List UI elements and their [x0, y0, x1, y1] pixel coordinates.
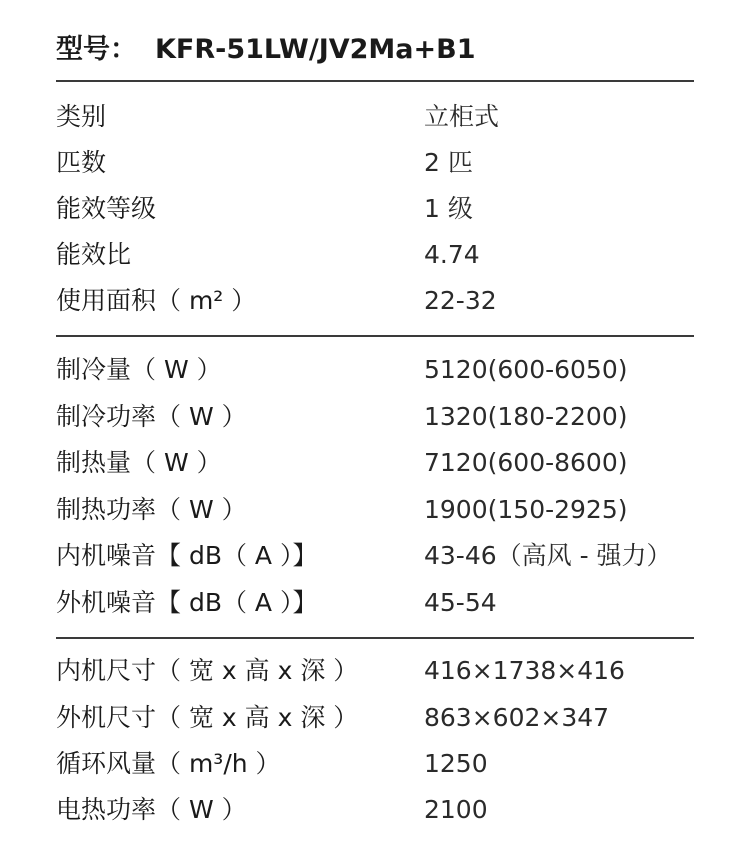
- spec-value: 5120(600-6050): [424, 355, 628, 384]
- model-value: KFR-51LW/JV2Ma+B1: [155, 34, 476, 65]
- spec-value: 43-46（高风 - 强力）: [424, 541, 672, 570]
- spec-label: 制冷量（ W ）: [56, 355, 222, 384]
- spec-row-outdoor-size: [56, 697, 694, 739]
- spec-value: 1 级: [424, 194, 473, 223]
- spec-row-area: [56, 280, 694, 322]
- spec-row-airflow: [56, 743, 694, 785]
- spec-row-heating-power: [56, 489, 694, 531]
- spec-label: 使用面积（ m² ）: [56, 286, 257, 315]
- spec-label: 类别: [56, 102, 107, 131]
- spec-label: 内机噪音【 dB（ A ）】: [56, 541, 318, 570]
- spec-value: 2100: [424, 795, 488, 824]
- spec-label: 制冷功率（ W ）: [56, 402, 247, 431]
- spec-row-outdoor-noise: [56, 582, 694, 624]
- model-heading: [56, 30, 476, 70]
- spec-value: 45-54: [424, 588, 497, 617]
- spec-label: 外机噪音【 dB（ A ）】: [56, 588, 318, 617]
- spec-value: 1250: [424, 749, 488, 778]
- spec-row-indoor-size: [56, 650, 694, 692]
- spec-label: 制热功率（ W ）: [56, 495, 247, 524]
- spec-value: 22-32: [424, 286, 497, 315]
- spec-label: 匹数: [56, 148, 107, 177]
- spec-row-horsepower: [56, 142, 694, 184]
- divider: [56, 80, 694, 82]
- spec-label: 能效等级: [56, 194, 157, 223]
- spec-value: 7120(600-8600): [424, 448, 628, 477]
- spec-value: 416×1738×416: [424, 656, 625, 685]
- divider: [56, 637, 694, 639]
- divider: [56, 335, 694, 337]
- spec-value: 1320(180-2200): [424, 402, 628, 431]
- spec-row-category: [56, 96, 694, 138]
- spec-value: 2 匹: [424, 148, 473, 177]
- spec-label: 能效比: [56, 240, 132, 269]
- spec-row-efficiency-ratio: [56, 234, 694, 276]
- spec-value: 1900(150-2925): [424, 495, 628, 524]
- spec-row-efficiency-grade: [56, 188, 694, 230]
- spec-label: 外机尺寸（ 宽 x 高 x 深 ）: [56, 703, 359, 732]
- spec-row-cooling-power: [56, 396, 694, 438]
- spec-label: 电热功率（ W ）: [56, 795, 247, 824]
- spec-label: 制热量（ W ）: [56, 448, 222, 477]
- spec-label: 内机尺寸（ 宽 x 高 x 深 ）: [56, 656, 359, 685]
- spec-label: 循环风量（ m³/h ）: [56, 749, 281, 778]
- spec-row-heating-capacity: [56, 442, 694, 484]
- model-label: 型号：: [56, 34, 137, 65]
- spec-row-indoor-noise: [56, 535, 694, 577]
- spec-row-cooling-capacity: [56, 349, 694, 391]
- spec-value: 4.74: [424, 240, 480, 269]
- spec-value: 立柜式: [424, 102, 500, 131]
- spec-value: 863×602×347: [424, 703, 610, 732]
- spec-row-electric-heating: [56, 789, 694, 831]
